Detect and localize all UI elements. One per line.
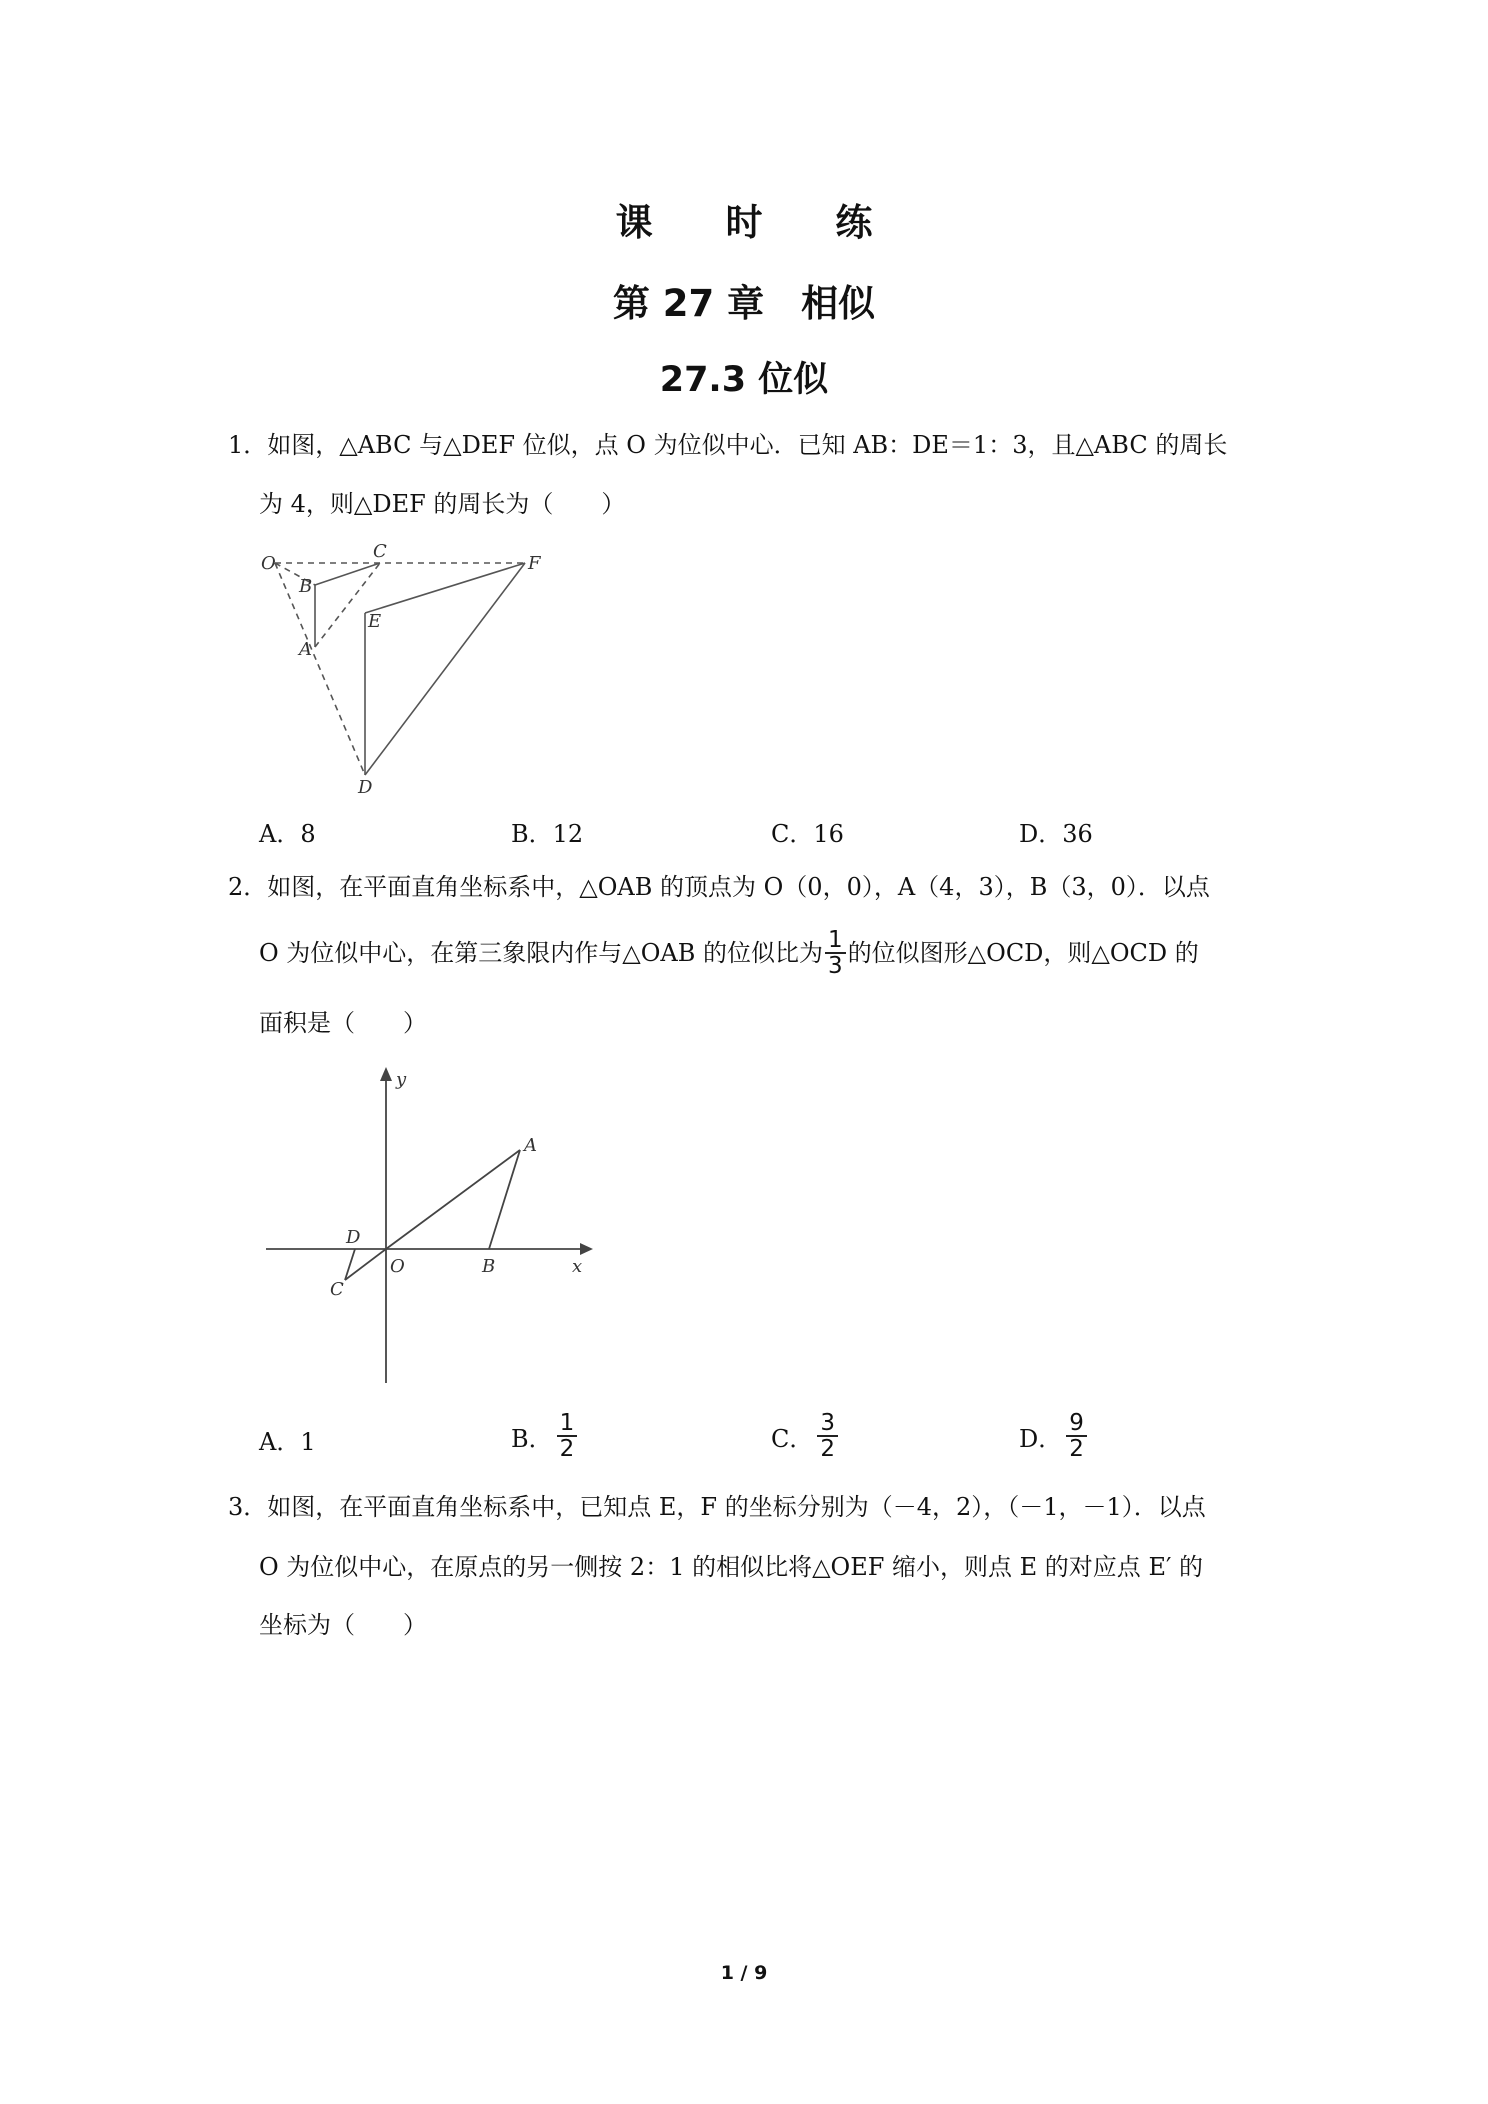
q2-label-D: D: [346, 1227, 361, 1248]
q3-text-line3: 坐标为（ ）: [259, 1611, 427, 1639]
q1-choice-a: A．8: [259, 820, 316, 848]
q1-seg-FE: [365, 563, 525, 613]
q1-label-O: O: [261, 553, 276, 574]
q1-text-line1: 1．如图，△ABC 与△DEF 位似，点 O 为位似中心．已知 AB：DE＝1：3，且△ABC 的周长: [228, 431, 1228, 459]
q2-ratio-fraction: $\frac{1}{3}$: [825, 928, 846, 978]
q1-text-line2: 为 4，则△DEF 的周长为（ ）: [259, 490, 626, 518]
q2-y-arrow: [380, 1067, 392, 1081]
q3-text-line1: 3．如图，在平面直角坐标系中，已知点 E，F 的坐标分别为（－4，2），（－1，－1）．以点: [228, 1493, 1206, 1521]
q1-choice-d: D．36: [1019, 820, 1093, 848]
q1-dash-OD: [275, 563, 365, 775]
q1-label-F: F: [528, 553, 541, 574]
q1-choice-b: B．12: [511, 820, 584, 848]
q2-label-y: y: [396, 1069, 407, 1090]
q2-label-B: B: [482, 1256, 496, 1277]
page-title: 课 时 练: [615, 201, 903, 244]
q3-text-line2: O 为位似中心，在原点的另一侧按 2：1 的相似比将△OEF 缩小，则点 E 的对应点 E′ 的: [259, 1553, 1204, 1581]
q2-label-x: x: [572, 1256, 583, 1277]
q2-choice-d: D． $\frac{9}{2}$: [1019, 1404, 1087, 1468]
q2-text-line1: 2．如图，在平面直角坐标系中，△OAB 的顶点为 O（0，0），A（4，3），B（3，0）．以点: [228, 873, 1210, 901]
q1-label-B: B: [299, 576, 313, 597]
q2-choice-c: C． $\frac{3}{2}$: [771, 1404, 838, 1468]
q2-label-O: O: [390, 1256, 405, 1277]
q2-seg-AB: [489, 1150, 520, 1249]
q1-seg-BC: [315, 563, 380, 585]
q1-seg-DF: [365, 563, 525, 775]
q2-text-line3: 面积是（ ）: [259, 1009, 427, 1037]
q2-choice-a: A．1: [259, 1428, 316, 1456]
q2-seg-OC: [345, 1249, 386, 1280]
q1-figure: [255, 535, 565, 800]
q2-x-arrow: [580, 1243, 593, 1255]
q2-figure: [260, 1063, 600, 1388]
q2-choice-b: B． $\frac{1}{2}$: [511, 1404, 577, 1468]
q2-label-A: A: [524, 1135, 537, 1156]
q2-seg-OA: [386, 1150, 520, 1249]
q1-label-D: D: [358, 777, 373, 798]
page-number: 1 / 9: [720, 1962, 768, 1984]
q2-label-C: C: [330, 1279, 344, 1300]
q2-line2-before: O 为位似中心，在第三象限内作与△OAB 的位似比为: [259, 939, 824, 967]
q2-text-line2: [259, 928, 1199, 978]
q1-label-C: C: [373, 541, 387, 562]
q1-dash-AC: [315, 563, 380, 647]
q2-line2-after: 的位似图形△OCD，则△OCD 的: [847, 939, 1199, 967]
q1-label-A: A: [299, 639, 312, 660]
q1-choice-c: C．16: [771, 820, 844, 848]
chapter-title: 第 27 章 相似: [612, 282, 876, 325]
section-title: 27.3 位似: [659, 360, 829, 400]
q1-label-E: E: [368, 611, 382, 632]
